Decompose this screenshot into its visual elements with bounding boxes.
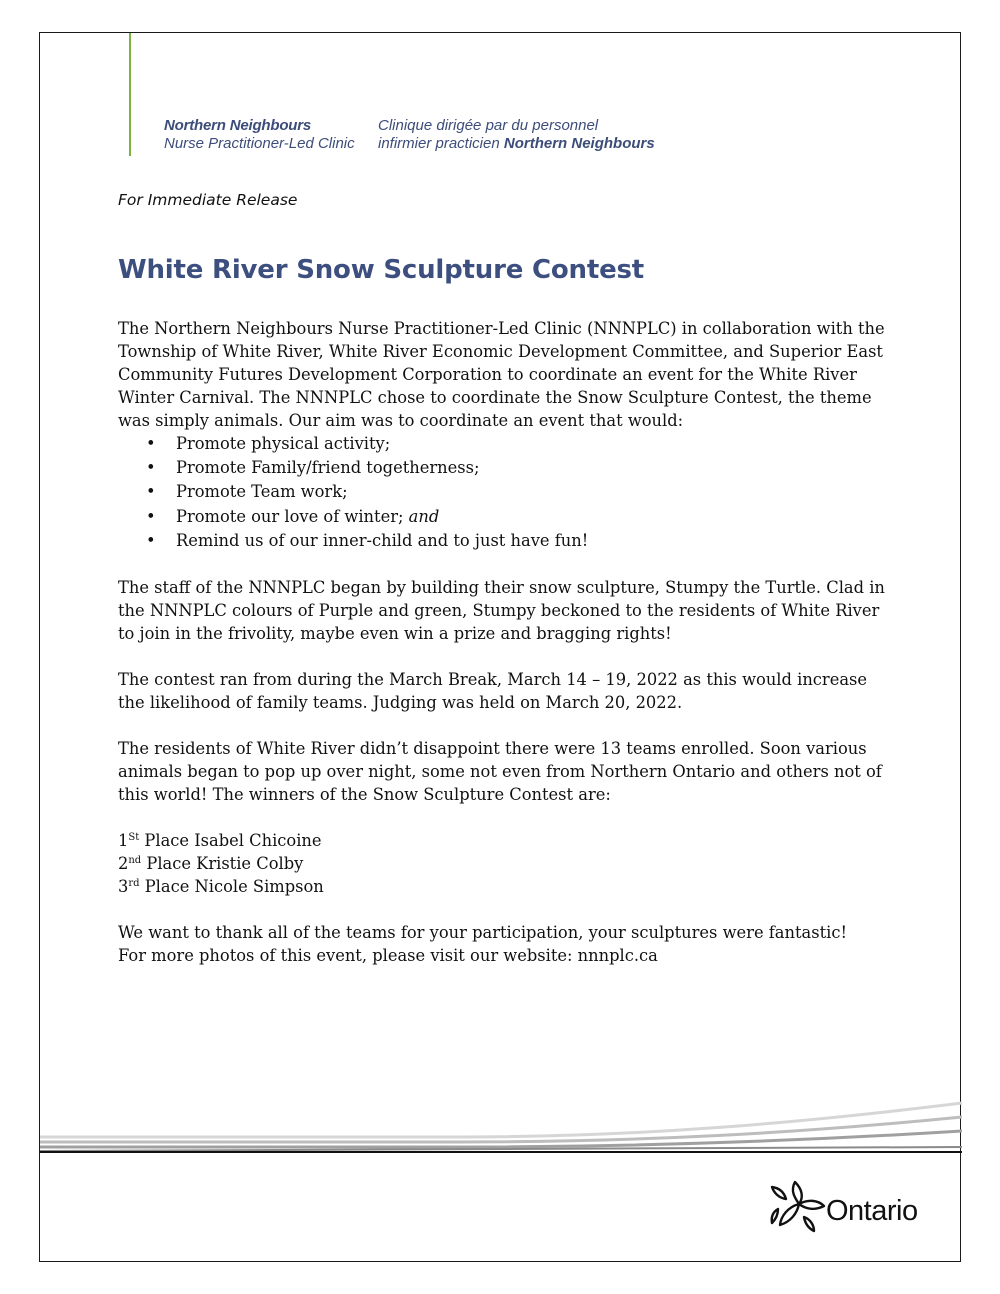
page-title: White River Snow Sculpture Contest <box>118 255 645 285</box>
org-fr-line1: Clinique dirigée par du personnel <box>378 117 599 134</box>
article-body <box>118 317 893 967</box>
org-name: Northern Neighbours <box>164 117 312 134</box>
residents-paragraph: The residents of White River didn’t disappoint there were 13 teams enrolled. Soon various animals began to pop up over night, some not even from Northern Ontario and others not of this world! The winners of the Snow Sculpture Contest are: <box>118 739 882 805</box>
org-name-french <box>378 117 655 153</box>
list-item: • Remind us of our inner-child and to just have fun! <box>176 529 893 553</box>
ontario-wordmark: Ontario <box>826 1195 918 1227</box>
list-item: • Promote Team work; <box>176 480 893 504</box>
contest-paragraph: The contest ran from during the March Break, March 14 – 19, 2022 as this would increase the likelihood of family teams. Judging was held on March 20, 2022. <box>118 670 868 713</box>
list-item: • Promote physical activity; <box>176 432 893 456</box>
footer-rule <box>40 1151 962 1153</box>
document-page <box>39 32 961 1262</box>
staff-paragraph: The staff of the NNNPLC began by building their snow sculpture, Stumpy the Turtle. Clad in the NNNPLC colours of Purple and green, Stumpy beckoned to the residents of White River to join in the frivolity, maybe even win a prize and bragging rights! <box>118 578 885 644</box>
winner-first: 1St Place Isabel Chicoine <box>118 831 322 851</box>
decorative-swoosh <box>40 1093 962 1153</box>
org-fr-line2: infirmier practicien Northern Neighbours <box>378 135 655 152</box>
release-label: For Immediate Release <box>118 191 298 209</box>
ontario-logo <box>768 1179 938 1239</box>
org-subtitle: Nurse Practitioner-Led Clinic <box>164 135 355 152</box>
winner-third: 3rd Place Nicole Simpson <box>118 877 324 897</box>
org-name-english <box>164 117 355 153</box>
intro-paragraph: The Northern Neighbours Nurse Practitioner-Led Clinic (NNNPLC) in collaboration with the Township of White River, White River Economic Development Committee, and Superior East Community Futures Development Corporation to coordinate an event for the White River Winter Carnival. The NNNPLC chose to coordinate the Snow Sculpture Contest, the theme was simply animals. Our aim was to coordinate an event that would: <box>118 319 885 430</box>
list-item: • Promote our love of winter; and <box>176 505 893 529</box>
trillium-icon <box>768 1179 826 1233</box>
closing-website: For more photos of this event, please visit our website: nnnplc.ca <box>118 946 658 966</box>
list-item: • Promote Family/friend togetherness; <box>176 456 893 480</box>
closing-thanks: We want to thank all of the teams for your participation, your sculptures were fantastic! <box>118 923 847 943</box>
winner-second: 2nd Place Kristie Colby <box>118 854 304 874</box>
header-accent-rule <box>129 33 131 156</box>
aims-list <box>118 432 893 553</box>
